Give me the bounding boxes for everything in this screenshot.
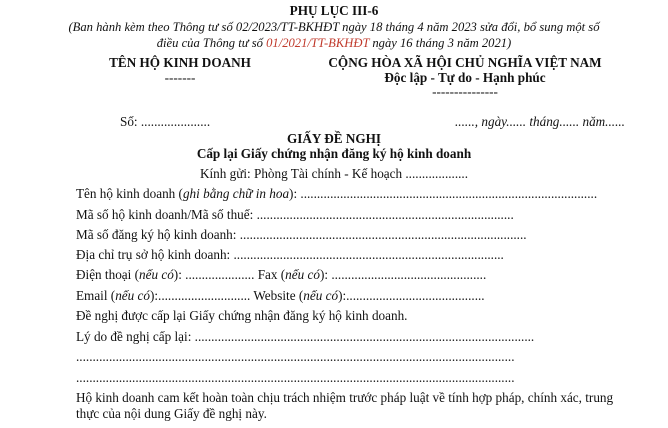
- national-motto: Độc lập - Tự do - Hạnh phúc: [384, 70, 546, 85]
- field-tax-code: Mã số hộ kinh doanh/Mã số thuế: ..............................................................................: [76, 207, 514, 222]
- form-subtitle: Cấp lại Giấy chứng nhận đăng ký hộ kinh doanh: [196, 146, 472, 161]
- appendix-note-line1: (Ban hành kèm theo Thông tư số 02/2023/TT-BKHĐT ngày 18 tháng 4 năm 2023 sửa đổi, bổ sung một số: [68, 20, 600, 34]
- request-statement: Đề nghị được cấp lại Giấy chứng nhận đăng ký hộ kinh doanh.: [76, 308, 408, 323]
- document-number: Số: .....................: [120, 114, 211, 129]
- field-phone-fax: Điện thoại (nếu có): ..................... Fax (nếu có): ...............................................: [76, 267, 487, 282]
- reason-blank-line-2: .....................................................................................................................................: [76, 370, 515, 385]
- national-title: CỘNG HÒA XÃ HỘI CHỦ NGHĨA VIỆT NAM: [328, 55, 602, 70]
- circular-reference-link: 01/2021/TT-BKHĐT: [266, 36, 370, 50]
- appendix-note-line2: điều của Thông tư số 01/2021/TT-BKHĐT ngày 16 tháng 3 năm 2021): [156, 36, 512, 50]
- commitment-line-2: thực của nội dung Giấy đề nghị này.: [76, 406, 267, 421]
- appendix-title: PHỤ LỤC III-6: [289, 3, 379, 18]
- field-registration-code: Mã số đăng ký hộ kinh doanh: .......................................................................................: [76, 227, 527, 242]
- field-address: Địa chỉ trụ sở hộ kinh doanh: ..................................................................................: [76, 247, 504, 262]
- field-email-website: Email (nếu có):............................ Website (nếu có):..........................................: [76, 288, 485, 303]
- field-business-name: Tên hộ kinh doanh (ghi bằng chữ in hoa): ..........................................................................................: [76, 186, 598, 201]
- business-name-header: TÊN HỘ KINH DOANH: [109, 55, 251, 70]
- recipient-line: Kính gửi: Phòng Tài chính - Kế hoạch ...................: [199, 166, 469, 181]
- commitment-line-1: Hộ kinh doanh cam kết hoàn toàn chịu trách nhiệm trước pháp luật về tính hợp pháp, chính xác, trung: [76, 390, 614, 405]
- reissue-reason: Lý do đề nghị cấp lại: .......................................................................................................: [76, 329, 535, 344]
- right-header-divider: ---------------: [432, 84, 498, 99]
- document-date: ......, ngày...... tháng...... năm......: [455, 114, 625, 129]
- reason-blank-line-1: .....................................................................................................................................: [76, 349, 515, 364]
- left-header-divider: -------: [164, 70, 196, 85]
- form-title: GIẤY ĐỀ NGHỊ: [286, 131, 382, 146]
